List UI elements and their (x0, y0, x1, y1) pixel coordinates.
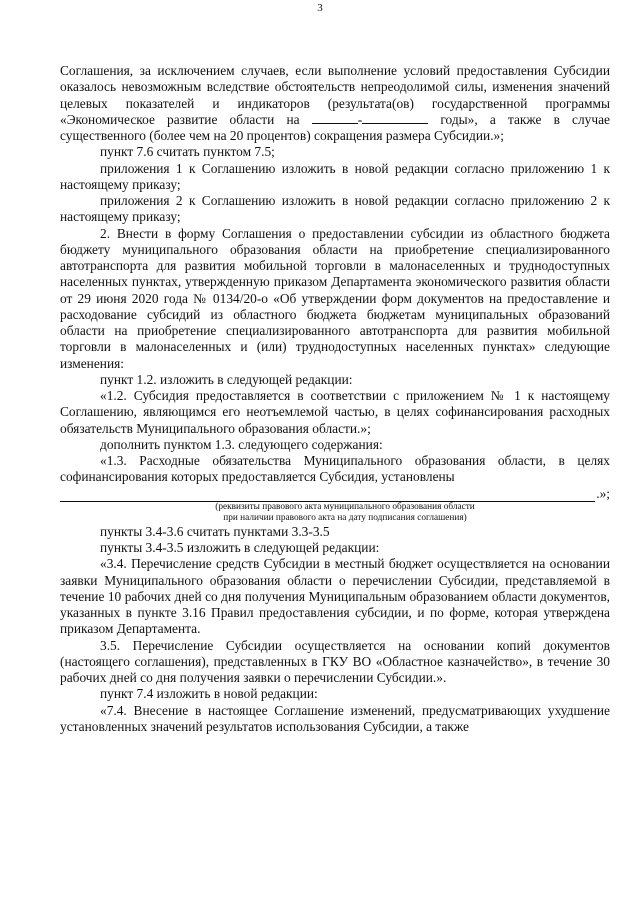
paragraph: Соглашения, за исключением случаев, если выполнение условий предоставления Субсидии оказалось невозможным вследствие обстоятельств непреодолимой силы, изменения значений целевых показателей и индикаторов (результата(ов) государственной программы «Экономическое развитие области на - годы», а также в случае существенного (более чем на 20 процентов) сокращения размера Субсидии.»; (60, 63, 610, 143)
paragraph-text: .»; (596, 485, 610, 501)
footnote-line: (реквизиты правового акта муниципального образования области (215, 501, 475, 512)
footnote-line: при наличии правового акта на дату подписания соглашения) (223, 512, 467, 523)
paragraph: приложения 1 к Соглашению изложить в новой редакции согласно приложению 1 к настоящему приказу; (60, 160, 610, 192)
document-body (60, 63, 610, 735)
paragraph-text: Соглашения, за исключением случаев, если выполнение условий предоставления Субсидии оказалось невозможным вследствие обстоятельств непреодолимой силы, изменения значений целевых показателей и индикаторов (результата(ов) государственной программы «Экономическое развитие области на (60, 63, 610, 127)
paragraph: пункт 7.4 изложить в новой редакции: (100, 686, 318, 702)
paragraph: «7.4. Внесение в настоящее Соглашение изменений, предусматривающих ухудшение установленных значений результатов использования Субсидии, а также (60, 702, 610, 734)
paragraph: пункт 1.2. изложить в следующей редакции: (100, 371, 353, 387)
blank-line (312, 112, 358, 124)
page-number: 3 (317, 2, 323, 14)
paragraph: «1.2. Субсидия предоставляется в соответствии с приложением № 1 к настоящему Соглашению, являющимся его неотъемлемой частью, в целях софинансирования расходных обязательств Муниципального образования области.»; (60, 388, 610, 436)
blank-line (60, 489, 595, 502)
paragraph: пункт 7.6 считать пунктом 7.5; (100, 144, 275, 160)
paragraph: 3.5. Перечисление Субсидии осуществляется на основании копий документов (настоящего соглашения), представленных в ГКУ ВО «Областное казначейство», в течение 30 рабочих дней со дня получения заявки о перечислении Субсидии.». (60, 637, 610, 685)
paragraph: пункты 3.4-3.6 считать пунктами 3.3-3.5 (100, 523, 330, 539)
blank-line (362, 112, 428, 124)
paragraph: приложения 2 к Соглашению изложить в новой редакции согласно приложению 2 к настоящему приказу; (60, 193, 610, 225)
paragraph: дополнить пунктом 1.3. следующего содержания: (100, 436, 383, 452)
paragraph: 2. Внести в форму Соглашения о предоставлении субсидии из областного бюджета бюджету муниципального образования области на приобретение специализированного автотранспорта для развития мобильной торговли в малонаселенных и труднодоступных населенных пунктах, утвержденную приказом Департамента экономического развития области от 29 июня 2020 года № 0134/20-о «Об утверждении форм документов на предоставление и расходование субсидий из областного бюджета бюджетам муниципальных образований области на приобретение специализированного автотранспорта для развития мобильной торговли в малонаселенных и (или) труднодоступных населенных пунктах» следующие изменения: (60, 225, 610, 371)
footnote (60, 502, 610, 524)
paragraph-text: годы», а также в случае существенного (более чем на 20 процентов) сокращения размера Субсидии.»; (60, 111, 610, 143)
paragraph: «3.4. Перечисление средств Субсидии в местный бюджет осуществляется на основании заявки Муниципального образования области о перечислении Субсидии, представляемой в течение 10 рабочих дней со дня получения Муниципальным образованием области документов, указанных в пункте 3.16 Правил предоставления субсидии, и по форме, которая утверждена приказом Департамента. (60, 556, 610, 637)
requisites-line (60, 486, 610, 502)
paragraph: «1.3. Расходные обязательства Муниципального образования области, в целях софинансирования которых предоставляется Субсидия, установлены (60, 453, 610, 485)
paragraph: пункты 3.4-3.5 изложить в следующей редакции: (100, 540, 380, 555)
